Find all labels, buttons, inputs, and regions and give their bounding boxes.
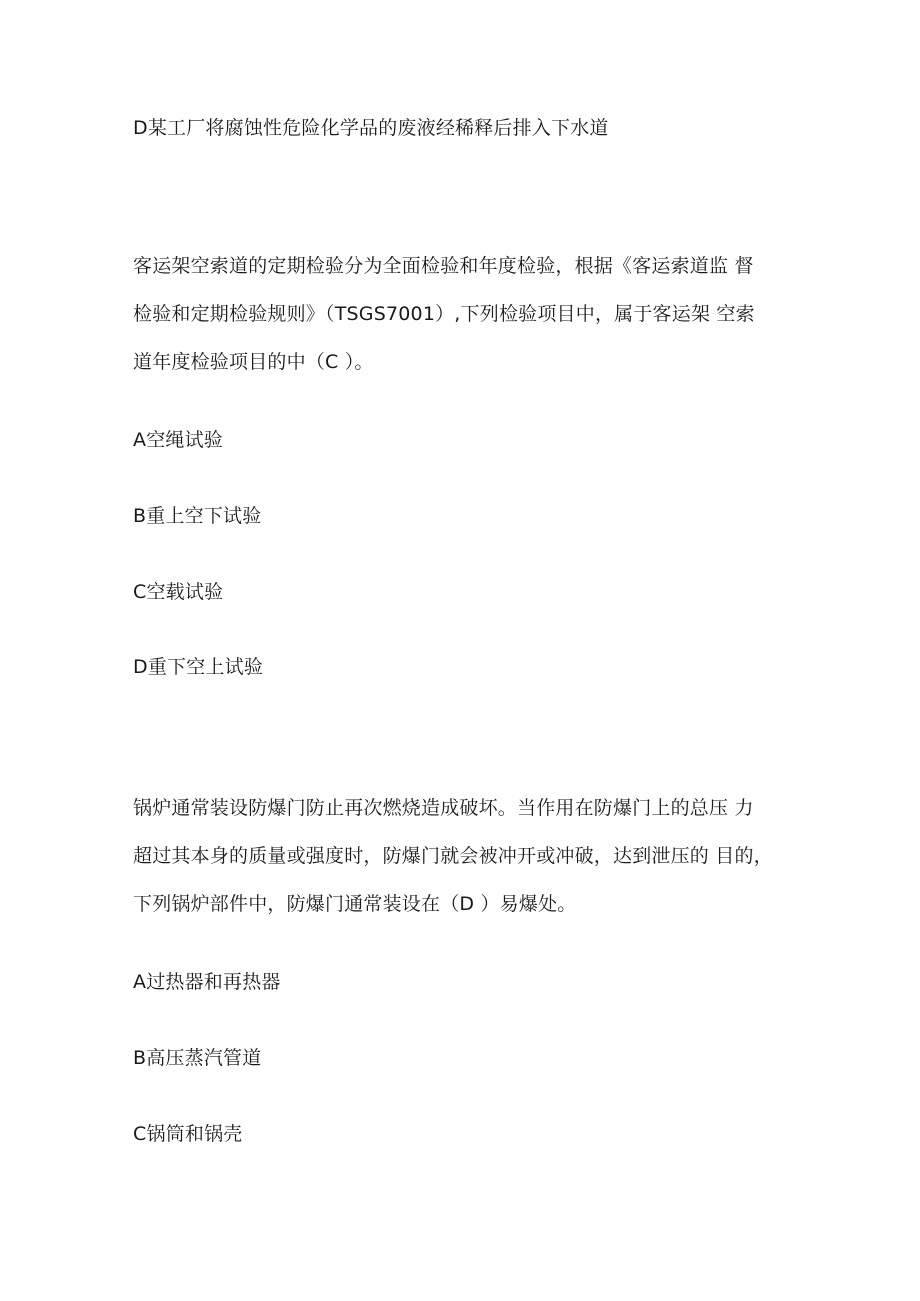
question-2-option-c: C锅筒和锅壳 <box>133 1123 243 1145</box>
question-2-stem-line-3: 下列锅炉部件中，防爆门通常装设在（D ）易爆处。 <box>133 893 577 915</box>
question-1-stem-line-1: 客运架空索道的定期检验分为全面检验和年度检验，根据《客运索道监 督 <box>133 255 754 277</box>
question-2-option-a: A过热器和再热器 <box>133 971 281 993</box>
question-1-option-a: A空绳试验 <box>133 429 223 451</box>
prev-question-option-d: D某工厂将腐蚀性危险化学品的废液经稀释后排入下水道 <box>133 117 609 139</box>
question-1-stem <box>133 242 813 386</box>
question-2-stem <box>133 784 813 928</box>
question-2-stem-line-1: 锅炉通常装设防爆门防止再次燃烧造成破坏。当作用在防爆门上的总压 力 <box>133 797 754 819</box>
question-2-option-b: B高压蒸汽管道 <box>133 1047 262 1069</box>
question-1-stem-line-3: 道年度检验项目的中（C ）。 <box>133 351 374 373</box>
question-1-option-d: D重下空上试验 <box>133 656 264 678</box>
question-2-stem-line-2: 超过其本身的质量或强度时，防爆门就会被冲开或冲破，达到泄压的 目的， <box>133 845 773 867</box>
question-1-option-b: B重上空下试验 <box>133 505 262 527</box>
question-1-stem-line-2: 检验和定期检验规则》（TSGS7001）,下列检验项目中，属于客运架 空索 <box>133 303 755 325</box>
question-1-option-c: C空载试验 <box>133 581 224 603</box>
